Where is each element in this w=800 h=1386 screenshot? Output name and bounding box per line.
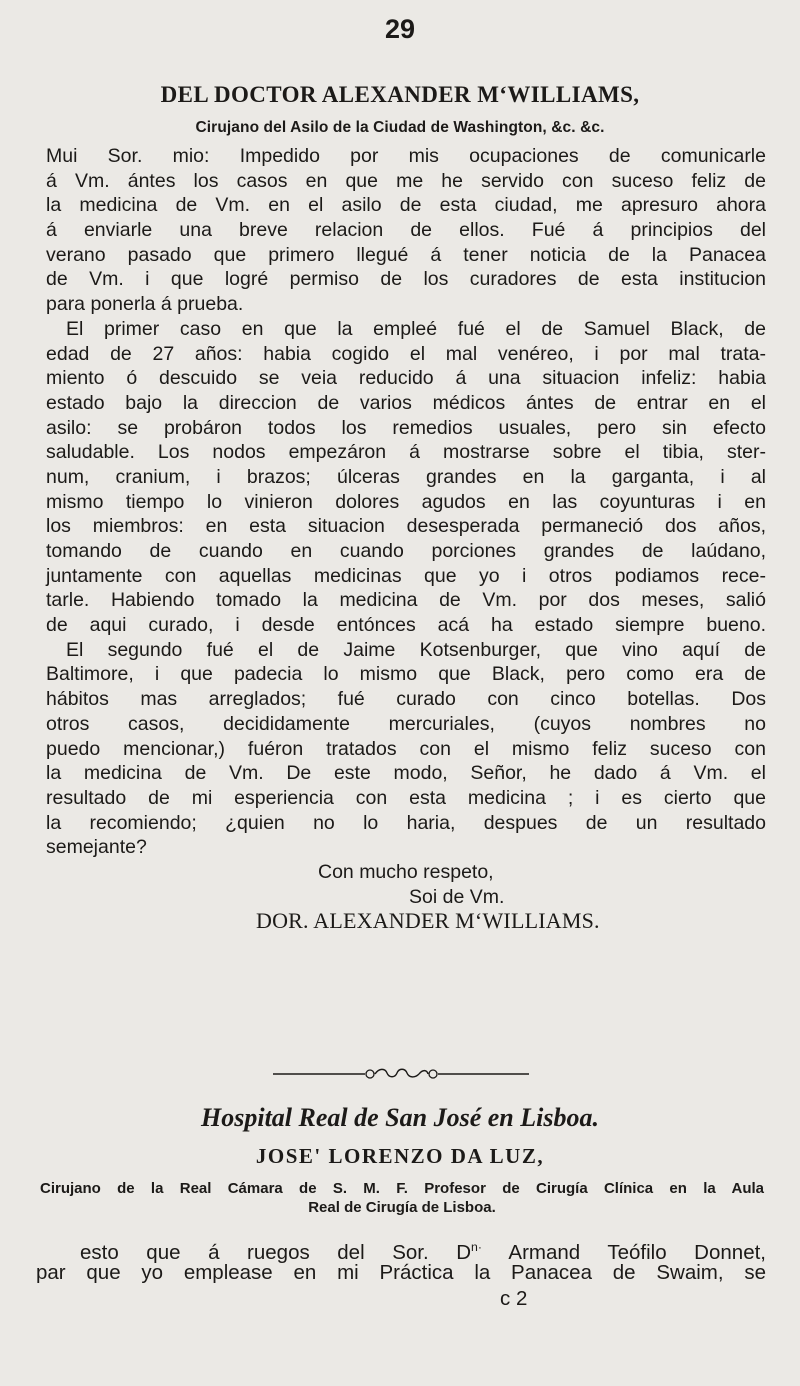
text-line: á enviarle una breve relacion de ellos. Fué á principios del — [46, 219, 766, 242]
separator-right-ring — [429, 1070, 437, 1078]
text-line: á Vm. ántes los casos en que me he servido con suceso feliz de — [46, 169, 766, 192]
section2-body — [36, 1234, 766, 1312]
text-line: para ponerla á prueba. — [46, 293, 244, 316]
text-line: par que yo emplease en mi Práctica la Panacea de Swaim, se — [36, 1261, 766, 1284]
section2-credits — [40, 1179, 764, 1217]
page-number: 29 — [384, 14, 416, 44]
text-line: juntamente con aquellas medicinas que yo i otros podiamos rece- — [46, 564, 766, 587]
text-line: estado bajo la direccion de varios médicos ántes de entrar en el — [46, 391, 766, 414]
text-line — [36, 1234, 766, 1264]
hospital-title: Hospital Real de San José en Lisboa. — [201, 1103, 599, 1132]
text-line: asilo: se probáron todos los remedios usuales, pero sin efecto — [46, 416, 766, 439]
text-fragment: Armand Teófilo Donnet, — [481, 1240, 766, 1264]
signature-mark: c 2 — [500, 1287, 528, 1310]
text-line: num, cranium, i brazos; úlceras grandes en la garganta, i al — [46, 465, 766, 488]
text-line: semejante? — [46, 836, 147, 859]
superscript: n· — [471, 1240, 482, 1254]
letter-author-heading: DEL DOCTOR ALEXANDER M‘WILLIAMS, — [160, 82, 640, 107]
text-line: hábitos mas arreglados; fué curado con cinco botellas. Dos — [46, 688, 766, 711]
text-line: tarle. Habiendo tomado la medicina de Vm. por dos meses, salió — [46, 589, 766, 612]
letter-author-subtitle: Cirujano del Asilo de la Ciudad de Washington, &c. &c. — [195, 119, 605, 136]
text-line: puedo mencionar,) fuéron tratados con el mismo feliz suceso con — [46, 737, 766, 760]
text-line: la recomiendo; ¿quien no lo haria, despues de un resultado — [46, 811, 766, 834]
separator-left-ring — [366, 1070, 374, 1078]
letter-signature: DOR. ALEXANDER M‘WILLIAMS. — [256, 908, 600, 934]
credits-line: Cirujano de la Real Cámara de S. M. F. Profesor de Cirugía Clínica en la Aula — [40, 1180, 764, 1197]
text-line: miento ó descuido se veia reducido á una situacion infeliz: habia — [46, 367, 766, 390]
text-line: edad de 27 años: habia cogido el mal venéreo, i por mal trata- — [46, 342, 766, 365]
text-line: tomando de cuando en cuando porciones grandes de laúdano, — [46, 540, 766, 562]
letter-closing: Con mucho respeto, — [318, 860, 494, 883]
text-line: verano pasado que primero llegué á tener noticia de la Panacea — [46, 243, 766, 266]
separator-flourish — [375, 1069, 428, 1077]
text-fragment: esto que á ruegos del Sor. D — [80, 1240, 472, 1264]
text-line: la medicina de Vm. De este modo, Señor, he dado á Vm. el — [46, 762, 766, 785]
text-line: mismo tiempo lo vinieron dolores agudos en las coyunturas i en — [46, 490, 766, 513]
text-line: saludable. Los nodos empezáron á mostrarse sobre el tibia, ster- — [46, 441, 766, 464]
letter-closing-2: Soi de Vm. — [409, 885, 505, 908]
text-line: los miembros: en esta situacion desesperada permaneció dos años, — [46, 515, 766, 538]
text-line: Baltimore, i que padecia lo mismo que Black, pero como era de — [46, 663, 766, 686]
letter-body — [46, 144, 766, 934]
text-line: resultado de mi esperiencia con esta medicina ; i es cierto que — [46, 786, 766, 809]
text-line: de aqui curado, i desde entónces acá ha estado siempre bueno. — [46, 614, 766, 637]
text-line: otros casos, decididamente mercuriales, (cuyos nombres no — [46, 712, 766, 735]
text-line: la medicina de Vm. en el asilo de esta ciudad, me apresuro ahora — [46, 194, 766, 217]
credits-line: Real de Cirugía de Lisboa. — [308, 1199, 496, 1216]
text-line: El primer caso en que la empleé fué el de Samuel Black, de — [66, 317, 766, 340]
text-line: de Vm. i que logré permiso de los curadores de esta institucion — [46, 268, 766, 291]
text-line: El segundo fué el de Jaime Kotsenburger, que vino aquí de — [66, 638, 766, 661]
section-separator — [273, 1064, 529, 1084]
text-line: Mui Sor. mio: Impedido por mis ocupaciones de comunicarle — [46, 145, 766, 167]
section2-author-heading: JOSE' LORENZO DA LUZ, — [255, 1144, 545, 1168]
